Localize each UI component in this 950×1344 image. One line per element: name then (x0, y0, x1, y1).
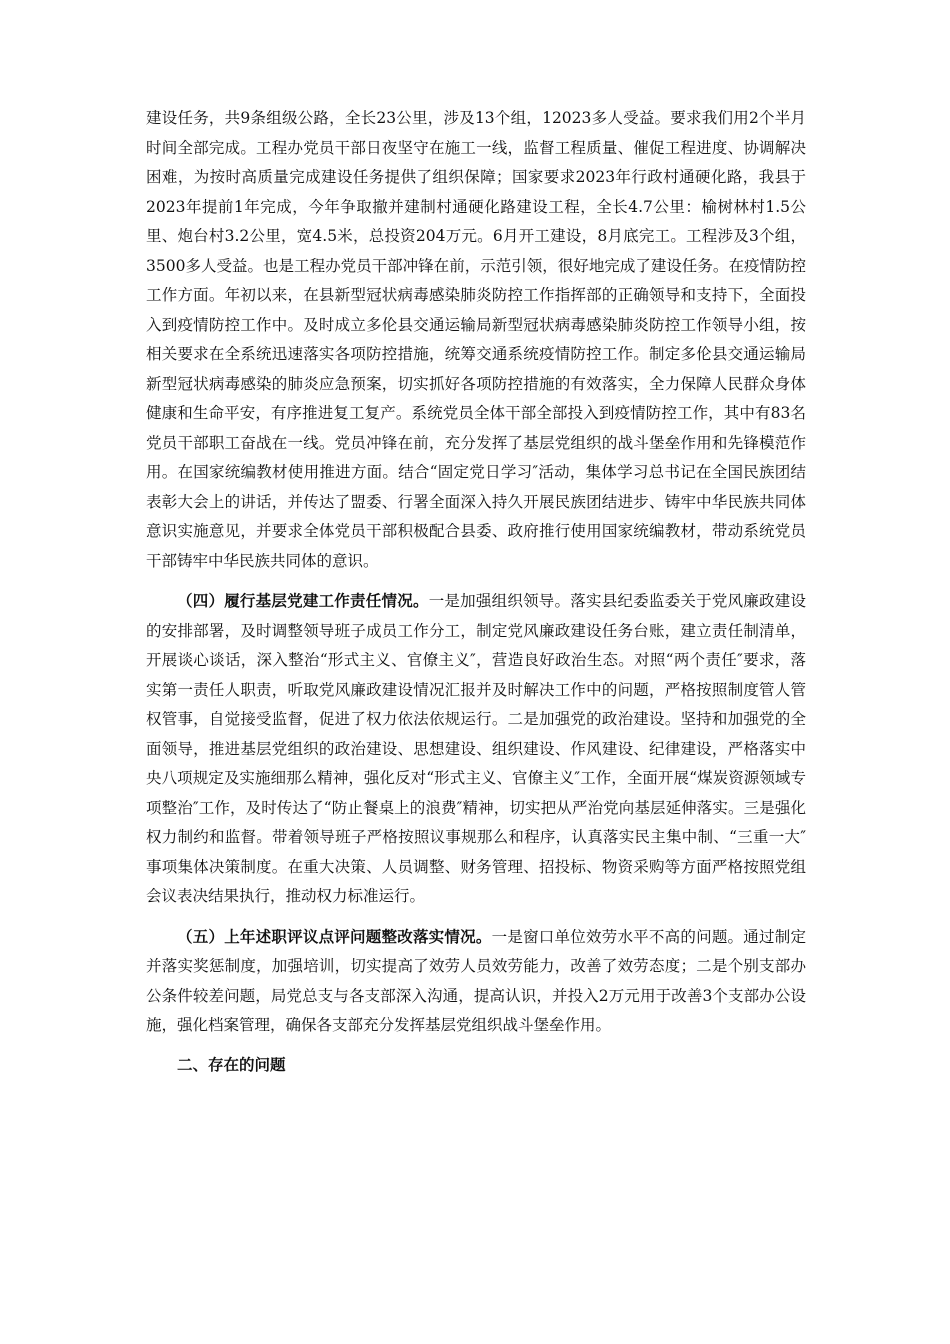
paragraph-continuation (146, 104, 806, 576)
paragraph-party-building-duty (146, 587, 806, 912)
document-body (146, 104, 806, 1080)
paragraph-text: 一是窗口单位效劳水平不高的问题。通过制定并落实奖惩制度，加强培训，切实提高了效劳人员效劳能力，改善了效劳态度；二是个别支部办公条件较差问题，局党总支与各支部深入沟通，提高认识，并投入2万元用于改善3个支部办公设施，强化档案管理，确保各支部充分发挥基层党组织战斗堡垒作用。 (146, 927, 806, 1034)
paragraph-lead-heading: （五）上年述职评议点评问题整改落实情况。 (177, 927, 492, 946)
section-heading: 二、存在的问题 (177, 1055, 286, 1074)
paragraph-text: 一是加强组织领导。落实县纪委监委关于党风廉政建设的安排部署，及时调整领导班子成员工作分工，制定党风廉政建设任务台账，建立责任制清单，开展谈心谈话，深入整治“形式主义、官僚主义″，营造良好政治生态。对照“两个责任″要求，落实第一责任人职责，听取党风廉政建设情况汇报并及时解决工作中的问题，严格按照制度管人管权管事，自觉接受监督，促进了权力依法依规运行。二是加强党的政治建设。坚持和加强党的全面领导，推进基层党组织的政治建设、思想建设、组织建设、作风建设、纪律建设，严格落实中央八项规定及实施细那么精神，强化反对“形式主义、官僚主义″工作，全面开展“煤炭资源领域专项整治″工作，及时传达了“防止餐桌上的浪费″精神，切实把从严治党向基层延伸落实。三是强化权力制约和监督。带着领导班子严格按照议事规那么和程序，认真落实民主集中制、“三重一大″事项集体决策制度。在重大决策、人员调整、财务管理、招投标、物资采购等方面严格按照党组会议表决结果执行，推动权力标准运行。 (146, 592, 806, 905)
paragraph-lead-heading: （四）履行基层党建工作责任情况。 (177, 592, 429, 610)
paragraph-text: 建设任务，共9条组级公路，全长23公里，涉及13个组，12023多人受益。要求我们用2个半月时间全部完成。工程办党员干部日夜坚守在施工一线，监督工程质量、催促工程进度、协调解决困难，为按时高质量完成建设任务提供了组织保障；国家要求2023年行政村通硬化路，我县于2023年提前1年完成，今年争取撤并建制村通硬化路建设工程，全长4.7公里：榆树林村1.5公里、炮台村3.2公里，宽4.5米，总投资204万元。6月开工建设，8月底完工。工程涉及3个组，3500多人受益。也是工程办党员干部冲锋在前，示范引领，很好地完成了建设任务。在疫情防控工作方面。年初以来，在县新型冠状病毒感染肺炎防控工作指挥部的正确领导和支持下，全面投入到疫情防控工作中。及时成立多伦县交通运输局新型冠状病毒感染肺炎防控工作领导小组，按相关要求在全系统迅速落实各项防控措施，统筹交通系统疫情防控工作。制定多伦县交通运输局新型冠状病毒感染的肺炎应急预案，切实抓好各项防控措施的有效落实，全力保障人民群众身体健康和生命平安，有序推进复工复产。系统党员全体干部全部投入到疫情防控工作，其中有83名党员干部职工奋战在一线。党员冲锋在前，充分发挥了基层党组织的战斗堡垒作用和先锋模范作用。在国家统编教材使用推进方面。结合“固定党日学习″活动，集体学习总书记在全国民族团结表彰大会上的讲话，并传达了盟委、行署全面深入持久开展民族团结进步、铸牢中华民族共同体意识实施意见，并要求全体党员干部积极配合县委、政府推行使用国家统编教材，带动系统党员干部铸牢中华民族共同体的意识。 (146, 109, 806, 570)
paragraph-rectification (146, 923, 806, 1041)
